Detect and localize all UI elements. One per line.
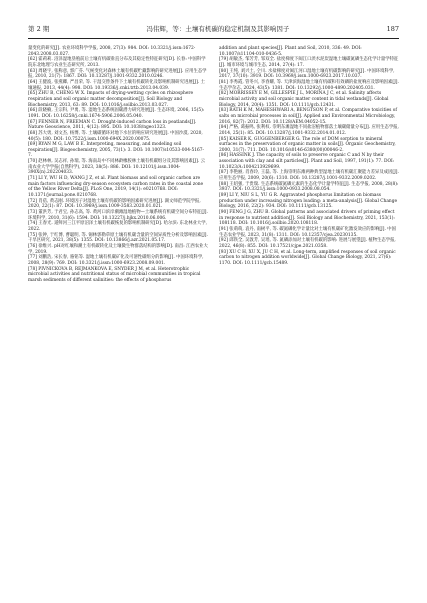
- reference-entry: [70] 赵林林, 吴志祥, 孙瑞, 等. 海南岛中不同林龄橡胶林土壤有机碳组分及其影响因素[J]. 云南农业大学学报(自然科学), 2023, 38(5): 886. DOI: 10.12101/j.issn.1004-390X(n).202204033.: [28, 159, 205, 176]
- reference-entry: [63] 周晓宇, 张称意, 郭广芬. 气候变化对森林土壤有机碳贮藏影响的研究进展[J]. 应用生态学报, 2010, 21(7): 1867. DOI: 10.13287/j.1001-9332.2010.0246.: [28, 68, 207, 80]
- reference-entry: [72] 肖蓓, 黄志刚. 环境因子对湿地土壤有机碳的影响因素研究进展[J]. 湖文师范学院学报, 2020, 22(1): 87. DOI: 10.3969/j.issn.1009-3583.2020.01.021.: [28, 198, 201, 210]
- header-rule: [28, 38, 399, 39]
- page-number: 187: [386, 25, 399, 33]
- reference-entry: [78] PIVNICKOVA B, REJMANKOVA E, SNYDER J M, et al. Heterotrophic microbial activities and nutritional status of microbial communities in tropical marsh sediments of different salinities: the effects of phosphorus: [28, 266, 201, 283]
- reference-entry: 量变化的研究[J]. 农业环境科学学报, 2008, 27(3): 984. DOI: 10.3321/j.issn:1672-2043.2008.03.027.: [28, 46, 196, 57]
- reference-entry: [66] 段晓楠, 王宗科, 尹勇, 等. 湿地生态系统固碳潜力研究进展[J]. 生态环境, 2006, 15(5): 1091. DOI: 10.16258/j.cnki.1674-5906.2006.05.040.: [28, 108, 205, 119]
- reference-entry: [80] 王纯, 刘兴土, 仝川. 水盐梯度对闽江河口湿地土壤有机碳影响的研究[J]. 中国环境科学, 2017, 37(10): 3919. DOI: 10.3969/j.issn.1000-6923.2017.10.037.: [219, 68, 395, 80]
- references-left-column: [28, 46, 208, 284]
- reference-entry: [77] 刘鹏浩, 宋长春, 骆铭等. 湿地土壤有机碳矿化及可溶性碳组分的影响[J]. 中国环境科学, 2008, 28(9): 769. DOI: 10.3321/j.issn:1000-6923.2008.09.001.: [28, 255, 204, 266]
- reference-entry: [82] MORRISSEY E M, GILLESPIE J L, MORINA J C, et al. Salinity affects microbial activity and soil organic matter content in tidal wetlands[J]. Global Biology, 2014, 20(4): 1351. DOI: 10.1111/gcb.12431.: [219, 91, 389, 108]
- reference-entry: [84] 严格, 葛振鸣, 张利权. 崇明东滩湿地不同盐沼植物群落土壤碳储量分布[J]. 应用生态学报, 2014, 25(1): 85. DOI: 10.13287/j.1001-9332.2014.01.012.: [219, 125, 399, 136]
- reference-entry: [71] LI Y, WU H D, WANG J Z, et al. Plant biomass and soil organic carbon are main factors influencing dry-season ecosystem carbon rates in the coastal zone of the Yellow River Delta[J]. PLoS One, 2019, 14(1): e0210768. DOI: 10.1371/journal.pone.0210768.: [28, 176, 204, 199]
- reference-entry: [76] 徐维兴. pH对红壤和潮土有机碳转化及土壤微生物群落结构的影响[D]. 南昌: 江西农业大学, 2019.: [28, 243, 208, 255]
- reference-entry: [93] XU C H, XU X, JU C H, et al. Long-term, amplified responses of soil organic carbon to nitrogen addition worldwide[J]. Global Change Biology, 2021, 27(6): 1170. DOI: 10.1111/gcb.15489.: [219, 249, 396, 266]
- reference-entry: [81] 李秀霞, 管冬兴, 李春耀, 等. 天津滨海湿地土壤有机碳和有效磷的盐度响应及影响因素[J]. 生态学杂志, 2024, 43(5): 1381. DOI: 10.13292/j.1000-4890.202405.031.: [219, 79, 399, 91]
- reference-entry: [87] 李艳丽, 肖春玲, 王磊, 等. 上海崇明东滩两种典型湿地土壤有机碳汇聚能力差异及成因[J]. 应用生态学报, 2009, 20(6): 1310. DOI: 10.13287/j.1001-9332.2009.0202.: [219, 170, 399, 182]
- reference-entry: [83] RATH K M, MAHESHWARI A, BENGTSON P, et al. Comparative toxicities of salts on microbial processes in soil[J]. Applied and Environmental Microbiology, 2016, 82(7): 2012. DOI: 10.1128/AEM.04052-15.: [219, 108, 398, 125]
- reference-entry: [73] 董洪芳, 于君宝, 孙志高, 等. 黄河口滨岸潮滩湿地植物—土壤系统有机碳空间分布特征[J]. 环境科学, 2010, 31(6): 1594. DOI: 10.13227/j.hjkx.2010.06.006.: [28, 210, 208, 221]
- reference-entry: addition and plant species[J]. Plant and Soil, 2010, 336: 49. DOI: 10.1007/s11104-010-0436-5.: [219, 46, 362, 57]
- reference-entry: [74] 王春光. 道鲜河三江平原沼泽土壤有机碳恢复的影响机制研究[D]. 哈尔滨: 东北林业大学, 2022.: [28, 221, 207, 232]
- reference-entry: [88] 王绍强, 于贵瑞. 生态系统碳氮磷元素的生态化学计量学特征[J]. 生态学报, 2008, 28(8): 3937. DOI: 10.3321/j.issn:1000-0933.2008.08.054.: [219, 181, 399, 193]
- page-header: [28, 22, 399, 36]
- issue-label: 第 2 期: [28, 25, 50, 33]
- reference-entry: [91] 张萌萌, 袁丹, 南树平, 等. 碳氮磷化学计量比对土壤有机碳矿化激发效应的影响[J]. 中国生态农业学报, 2023, 31(8): 1311. DOI: 10.12357/cjea.20230135.: [219, 227, 396, 238]
- reference-entry: [92] 邱铁全, 吴敦芳, 吴瑶, 等. 氮磷添加对土壤有机碳的影响: 进展与展望[J]. 植物生态学报, 2022, 46(8): 855. DOI: 10.17521/cjpe.2021.0358.: [219, 238, 396, 249]
- reference-entry: [85] KAISER K, GUGGENBERGER G. The role of DOM sorption to mineral surfaces in the preservation of organic matter in soils[J]. Organic Geochemistry, 2000, 31(7): 711. DOI: 10.1016/s0146-6380(00)00046-2.: [219, 136, 396, 153]
- reference-entry: [79] 胡敏杰, 邹芳芳, 邹双全. 盐度梯度下闽江口淡水泥炭湿地土壤碳氮磷生态化学计量学特征[J]. 城市环境与城市生态, 2014, 27(4): 17.: [219, 57, 399, 68]
- references-right-column: [219, 46, 399, 267]
- reference-entry: [89] LI Y, NIU S L, YU G R. Aggravated phosphorus limitation on biomass production under increasing nitrogen loading: a meta-analysis[J]. Global Change Biology, 2016, 22(2): 934. DOI: 10.1111/gcb.13125.: [219, 193, 398, 210]
- reference-entry: [67] FENNER N, FREEMAN C. Drought-induced carbon loss in peatlands[J]. Nature Geoscience, 2011, 4(12): 895. DOI: 10.1038/ngeo1323.: [28, 119, 197, 131]
- reference-entry: [75] 张钟, 于红博, 曹聪明, 等. 锡林郭勒草原土壤有机碳含量的空间异质性分析及影响因素[J]. 干旱区研究, 2021, 38(5): 1355. DOI: 10.13866/j.azr.2021.05.17.: [28, 232, 208, 244]
- reference-entry: [68] 苏大勇, 刘文杰, 杨博, 等. 土壤碳循环对地下水位的响应研究进展[J]. 中国沙漠, 2020, 40(5): 180. DOI: 10.7522/j.issn.1000-694X.2020.00075.: [28, 130, 203, 142]
- reference-entry: [86] HASSINK J. The capacity of soils to preserve organic C and N by their association with clay and silt particles[J]. Plant and Soil, 1997, 191(1): 77. DOI: 10.1023/A:1004213929699.: [219, 153, 395, 170]
- reference-entry: [65] ZHU B, CHENG W X. Impacts of drying-wetting cycles on rhizosphere respiration and soil organic matter decomposition[J]. Soil Biology and Biochemistry, 2013, 63: 89. DOI: 10.1016/j.soilbio.2013.03.027.: [28, 91, 194, 108]
- reference-entry: [62] 霍莉莉. 沼泽湿地垦殖前后土壤有机碳垂直分布及其稳定性特征研究[D]. 长春: 中国科学院东北地理与农业生态研究所, 2013.: [28, 57, 206, 68]
- reference-entry: [90] FENG J G, ZHU B. Global patterns and associated drivers of priming effect in response to nutrient addition[J]. Soil Biology and Biochemistry, 2021, 153(1): 108118. DOI: 10.1016/j.soilbio.2020.108118.: [219, 210, 395, 227]
- reference-entry: [64] 王健波, 张燕卿, 严昌荣, 等. 干湿交替条件下土壤有机碳转化及影响机制研究进展[J]. 土壤通报, 2013, 44(4): 998. DOI: 10.19336/j.cnki.trtb.2013.04.039.: [28, 79, 205, 91]
- running-title: 冯伟辉，等：土壤有机碳的稳定机制及其影响因子: [146, 25, 290, 33]
- reference-entry: [69] RYAN M G, LAW B E. Interpreting, measuring, and modeling soil respiration[J]. Biogeochemistry, 2005, 73(1): 3. DOI: 10.1007/s10533-004-5167-7.: [28, 142, 205, 159]
